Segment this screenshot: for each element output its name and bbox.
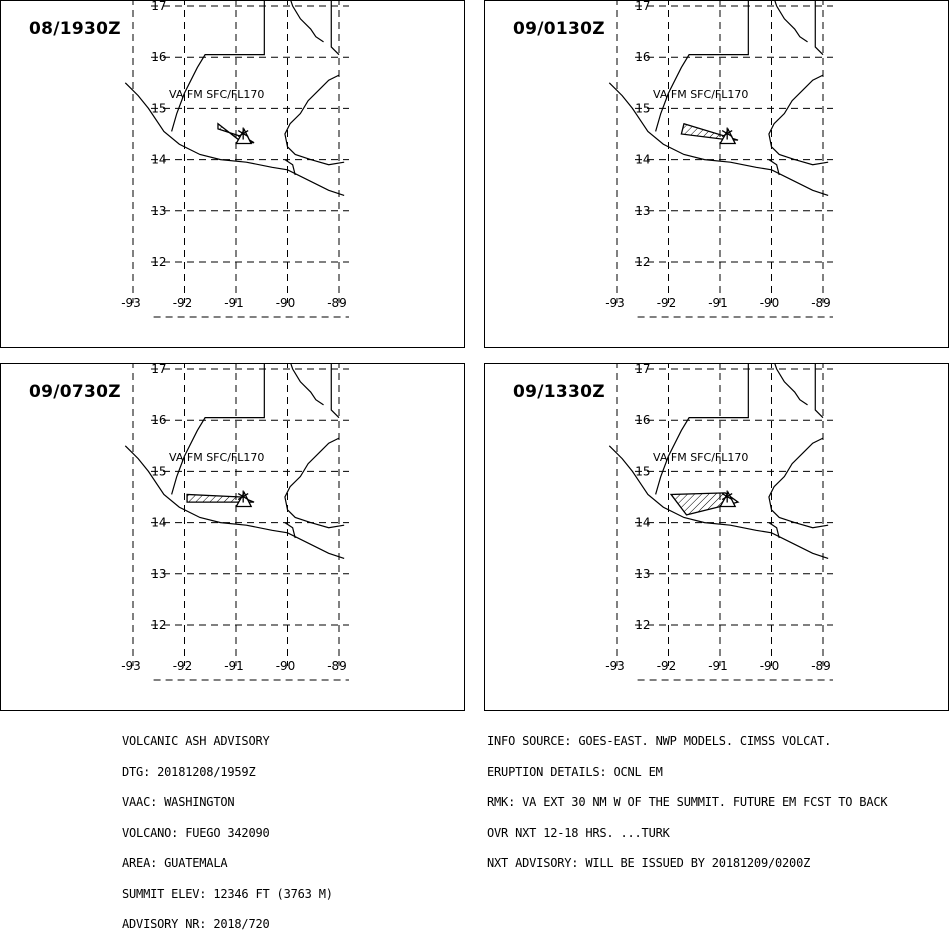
latitude-label: 13 — [151, 566, 167, 581]
latitude-label: 14 — [151, 152, 167, 167]
forecast-panel-2 — [484, 0, 949, 348]
latitude-label: 16 — [635, 50, 651, 65]
ash-layer-label: VA FM SFC/FL170 — [169, 451, 265, 465]
advisory-line: DTG: 20181208/1959Z — [122, 764, 256, 779]
longitude-label: -92 — [172, 295, 193, 310]
advisory-line: RMK: VA EXT 30 NM W OF THE SUMMIT. FUTURE EM FCST TO BACK — [487, 795, 888, 809]
advisory-line: AREA: GUATEMALA — [122, 856, 228, 870]
coastline — [772, 1, 808, 42]
advisory-header-block — [122, 716, 333, 940]
latitude-label: 13 — [635, 203, 651, 218]
forecast-panel-4 — [484, 363, 949, 711]
longitude-label: -93 — [605, 295, 625, 310]
country-border — [331, 1, 339, 55]
longitude-label: -91 — [708, 658, 728, 673]
longitude-label: -89 — [327, 658, 347, 673]
country-border — [815, 1, 823, 55]
latitude-label: 15 — [635, 464, 651, 479]
country-border — [331, 364, 339, 418]
country-border — [769, 438, 828, 528]
advisory-remarks-block — [487, 716, 887, 879]
map-svg-4 — [485, 364, 949, 711]
country-border — [285, 75, 344, 165]
ash-layer-label: VA FM SFC/FL170 — [653, 451, 749, 465]
latitude-label: 17 — [635, 364, 651, 376]
ash-layer-label: VA FM SFC/FL170 — [169, 88, 265, 102]
country-border — [172, 364, 265, 494]
latitude-label: 13 — [151, 203, 167, 218]
map-svg-3 — [1, 364, 465, 711]
latitude-label: 12 — [635, 255, 651, 269]
country-border — [656, 364, 749, 494]
latitude-label: 17 — [635, 1, 651, 13]
latitude-label: 16 — [151, 413, 167, 428]
latitude-label: 15 — [151, 101, 167, 116]
advisory-line: VAAC: WASHINGTON — [122, 795, 235, 809]
country-border — [769, 75, 828, 165]
latitude-label: 14 — [151, 515, 167, 530]
advisory-line: NXT ADVISORY: WILL BE ISSUED BY 20181209/0200Z — [487, 856, 811, 870]
longitude-label: -93 — [121, 295, 141, 310]
advisory-line: OVR NXT 12-18 HRS. ...TURK — [487, 825, 670, 840]
longitude-label: -91 — [708, 295, 728, 310]
country-border — [285, 438, 344, 528]
panel-time-label: 09/1330Z — [513, 382, 605, 402]
latitude-label: 14 — [635, 515, 651, 530]
longitude-label: -92 — [172, 658, 193, 673]
map-svg-1 — [1, 1, 465, 348]
latitude-label: 14 — [635, 152, 651, 167]
advisory-line: VOLCANIC ASH ADVISORY — [122, 734, 270, 748]
forecast-panel-1 — [0, 0, 465, 348]
longitude-label: -93 — [605, 658, 625, 673]
longitude-label: -92 — [656, 295, 677, 310]
panel-time-label: 09/0730Z — [29, 382, 121, 402]
longitude-label: -91 — [224, 658, 244, 673]
country-border — [656, 1, 749, 131]
coastline — [772, 364, 808, 405]
advisory-line: VOLCANO: FUEGO 342090 — [122, 825, 270, 840]
longitude-label: -92 — [656, 658, 677, 673]
latitude-label: 12 — [151, 618, 167, 632]
latitude-label: 12 — [635, 618, 651, 632]
latitude-label: 16 — [151, 50, 167, 65]
country-border — [172, 1, 265, 131]
longitude-label: -90 — [759, 658, 780, 673]
longitude-label: -91 — [224, 295, 244, 310]
map-svg-2 — [485, 1, 949, 348]
longitude-label: -90 — [275, 658, 296, 673]
latitude-label: 17 — [151, 364, 167, 376]
advisory-line: ADVISORY NR: 2018/720 — [122, 917, 270, 931]
longitude-label: -89 — [811, 658, 831, 673]
advisory-line: ERUPTION DETAILS: OCNL EM — [487, 764, 663, 779]
latitude-label: 16 — [635, 413, 651, 428]
advisory-line: SUMMIT ELEV: 12346 FT (3763 M) — [122, 886, 333, 901]
panel-time-label: 09/0130Z — [513, 19, 605, 39]
longitude-label: -90 — [759, 295, 780, 310]
coastline — [288, 364, 324, 405]
country-border — [815, 364, 823, 418]
ash-layer-label: VA FM SFC/FL170 — [653, 88, 749, 102]
longitude-label: -93 — [121, 658, 141, 673]
panel-time-label: 08/1930Z — [29, 19, 121, 39]
latitude-label: 12 — [151, 255, 167, 269]
forecast-panel-3 — [0, 363, 465, 711]
latitude-label: 13 — [635, 566, 651, 581]
longitude-label: -90 — [275, 295, 296, 310]
longitude-label: -89 — [811, 295, 831, 310]
latitude-label: 15 — [151, 464, 167, 479]
coastline — [288, 1, 324, 42]
advisory-line: INFO SOURCE: GOES-EAST. NWP MODELS. CIMSS VOLCAT. — [487, 734, 832, 748]
longitude-label: -89 — [327, 295, 347, 310]
latitude-label: 15 — [635, 101, 651, 116]
latitude-label: 17 — [151, 1, 167, 13]
